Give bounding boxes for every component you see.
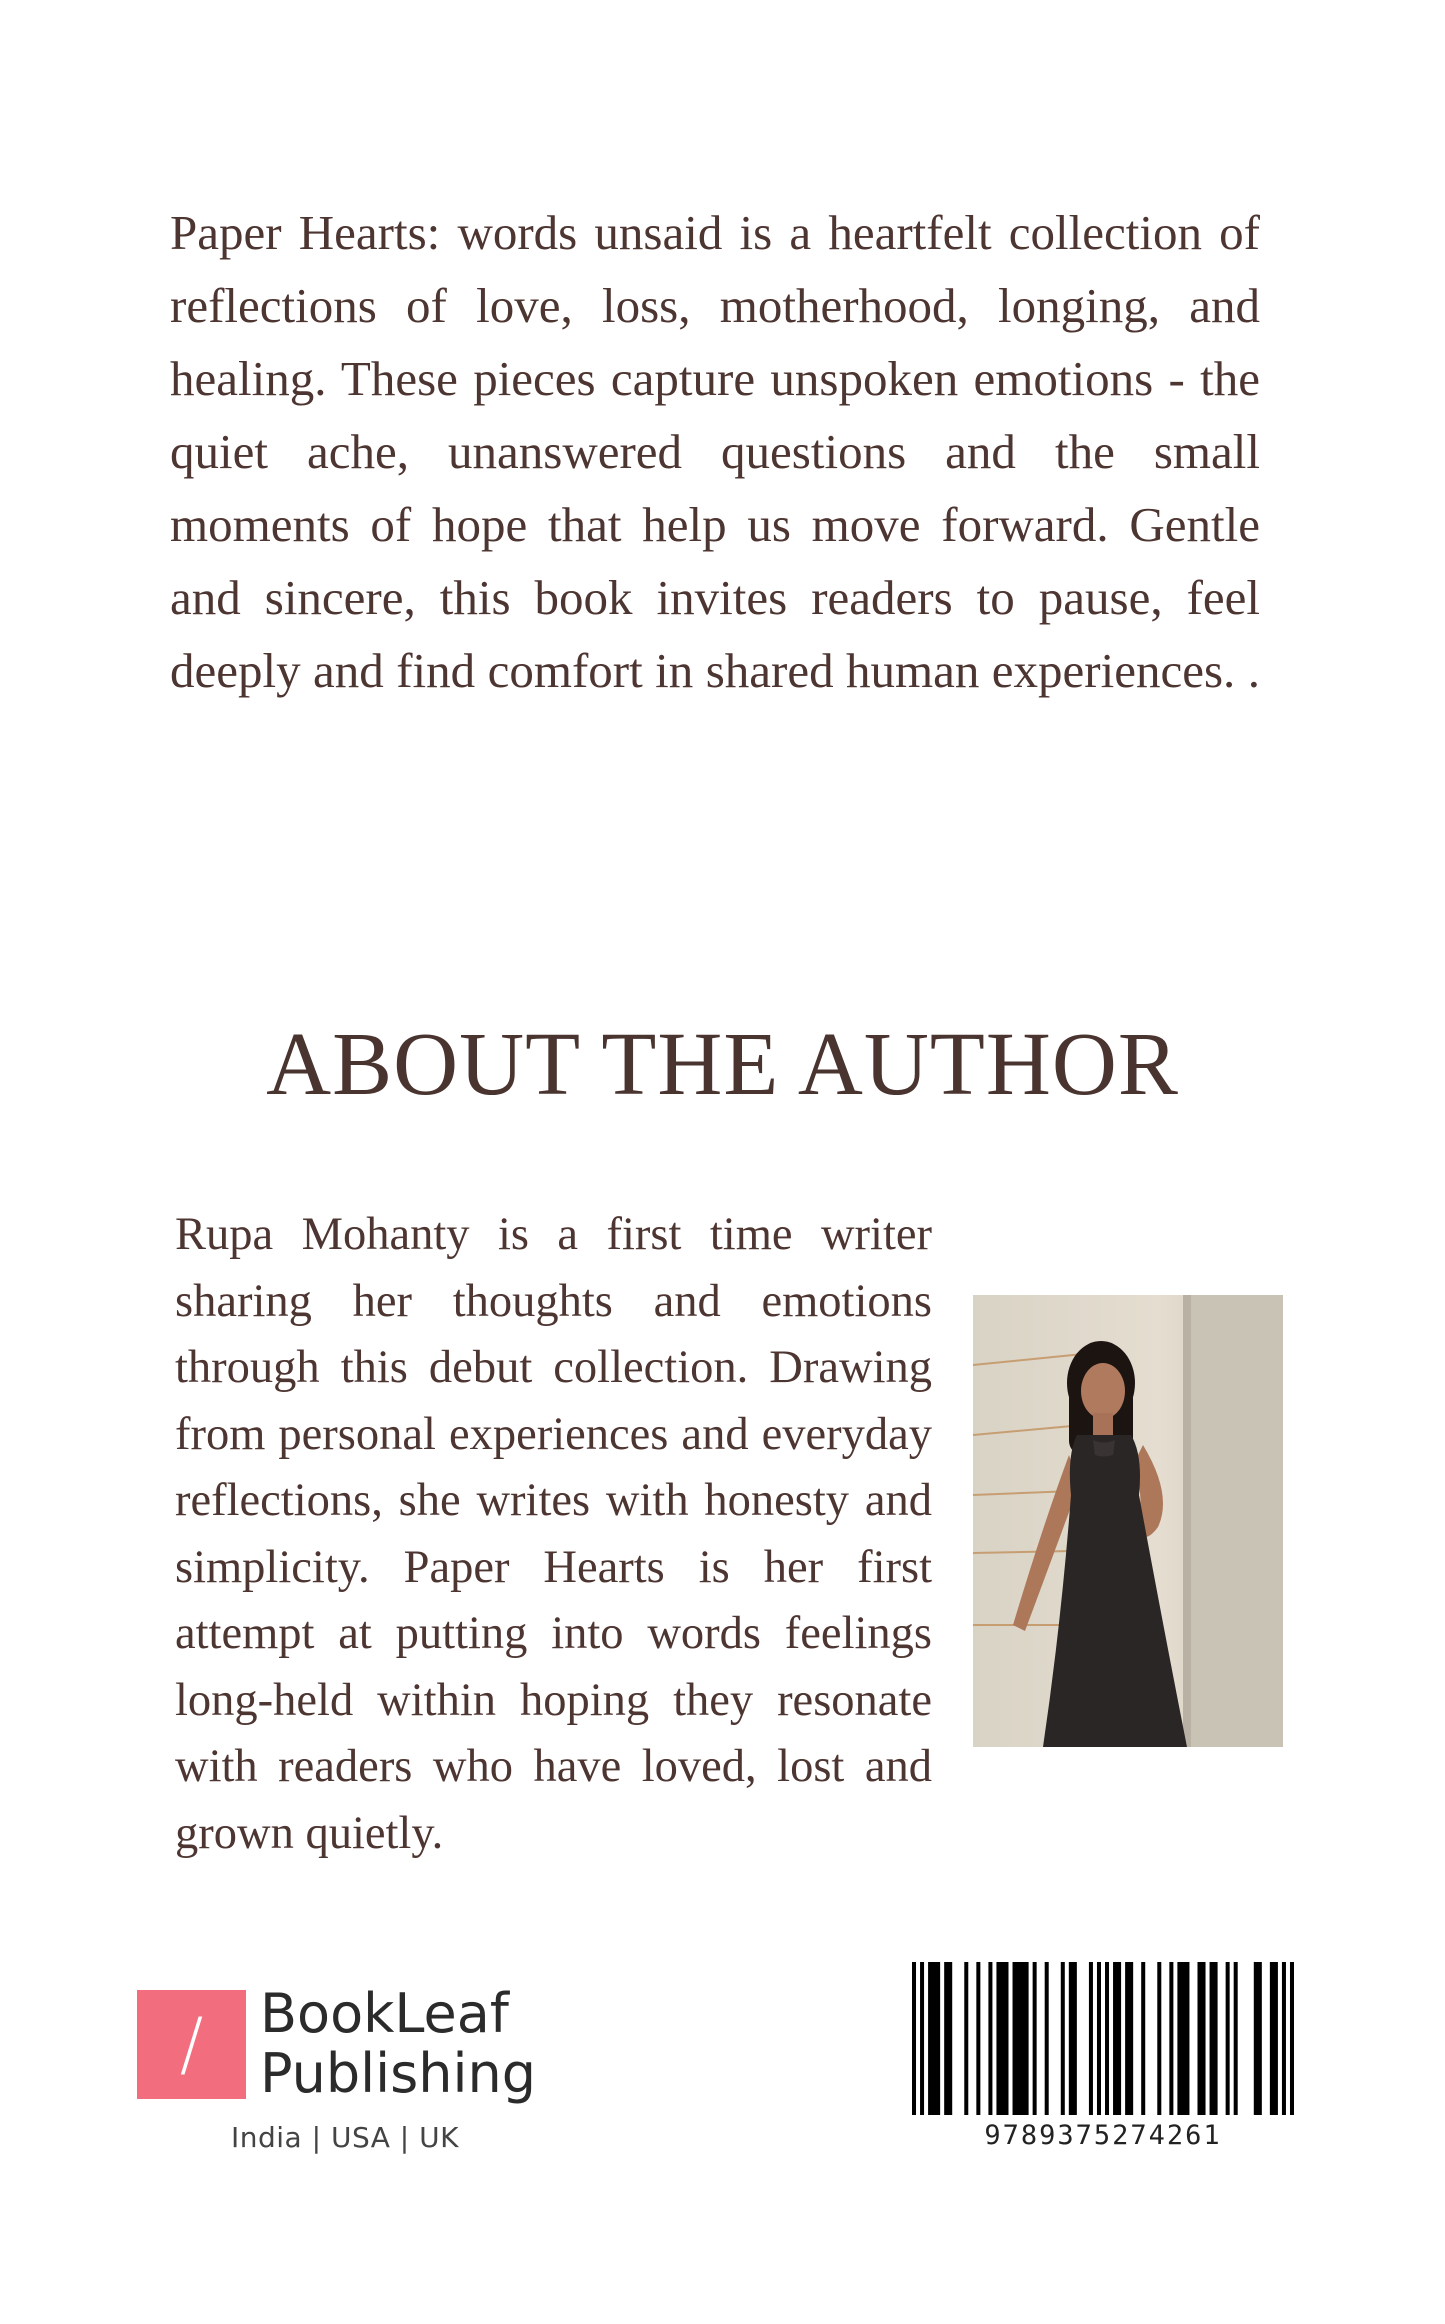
barcode-bar [928, 1962, 940, 2115]
book-blurb: Paper Hearts: words unsaid is a heartfelt collection of reflections of love, loss, motherhood, longing, and healing. These pieces capture unspoken emotions - the quiet ache, unanswered questions and the small moments of hope that help us move forward. Gentle and sincere, this book invites readers to pause, feel deeply and find comfort in shared human experiences. . [170, 205, 1260, 698]
barcode-bar [1234, 1962, 1238, 2115]
author-bio: Rupa Mohanty is a first time writer sharing her thoughts and emotions through this debut collection. Drawing from personal experiences and everyday reflections, she writes with honesty and simplicity. Paper Hearts is her first attempt at putting into words feelings long-held within hoping they resonate with readers who have loved, lost and grown quietly. [175, 1209, 932, 1859]
barcode-bar [1033, 1962, 1037, 2115]
barcode-bar [1210, 1962, 1218, 2115]
barcode-bar [1125, 1962, 1133, 2115]
barcode-bar [1157, 1962, 1161, 2115]
barcode-bar [1097, 1962, 1101, 2115]
about-author-heading: ABOUT THE AUTHOR [266, 1015, 1179, 1114]
barcode-bar [996, 1962, 1008, 2115]
barcode-bar [1061, 1962, 1065, 2115]
barcode-bar [1169, 1962, 1173, 2115]
publisher-regions: India | USA | UK [231, 2121, 459, 2154]
barcode-bar [1045, 1962, 1049, 2115]
barcode-bar [1197, 1962, 1205, 2115]
barcode-bar [1141, 1962, 1145, 2115]
barcode-bar [1290, 1962, 1294, 2115]
barcode-bar [920, 1962, 924, 2115]
publisher-name [260, 1984, 536, 2104]
isbn-barcode [912, 1962, 1294, 2115]
barcode-bar [944, 1962, 952, 2115]
publisher-name-line2: Publishing [260, 2042, 536, 2105]
barcode-bar [1013, 1962, 1029, 2115]
logo-slash-icon: / [179, 2003, 204, 2085]
bookleaf-publishing-logo [137, 1982, 557, 2170]
isbn-number: 9789375274261 [984, 2120, 1222, 2151]
barcode-bar [1177, 1962, 1189, 2115]
barcode-bar [1105, 1962, 1109, 2115]
barcode-bar [1254, 1962, 1262, 2115]
author-photo [973, 1295, 1283, 1747]
barcode-bar [1226, 1962, 1230, 2115]
barcode-bar [1069, 1962, 1077, 2115]
barcode-bar [1113, 1962, 1121, 2115]
barcode-bar [964, 1962, 968, 2115]
publisher-name-line1: BookLeaf [260, 1982, 509, 2045]
barcode-bar [1270, 1962, 1278, 2115]
barcode-bar [1282, 1962, 1286, 2115]
barcode-bar [1089, 1962, 1093, 2115]
barcode-bar [976, 1962, 980, 2115]
barcode-bar [988, 1962, 992, 2115]
barcode-bar [912, 1962, 916, 2115]
